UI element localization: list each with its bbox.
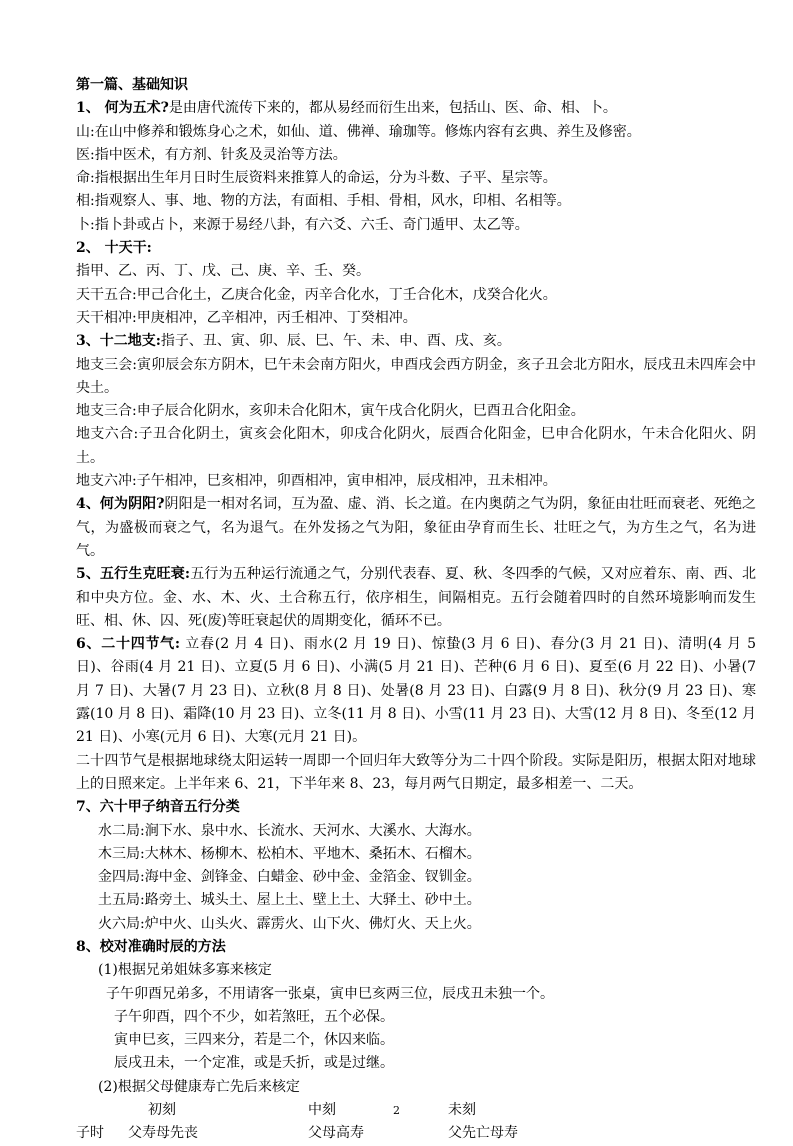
section-7-item: 水二局:涧下水、泉中水、长流水、天河水、大溪水、大海水。 [98,822,481,839]
section-1 [76,97,756,120]
section-6 [76,633,756,749]
column-header: 中刻 [308,1102,336,1119]
section-7-item: 木三局:大林木、杨柳木、松柏木、平地木、桑拓木、石榴木。 [98,845,481,862]
section-5-text: 五行为五种运行流通之气，分别代表春、夏、秋、冬四季的气候，又对应着东、南、西、北和中央方位。金、水、木、火、土合称五行，依序相生，间隔相克。五行会随着四时的自然环境影响而发生旺、相、休、囚、死(废)等旺衰起伏的周期变化，循环不已。 [76,566,756,629]
section-5 [76,563,756,633]
section-1-heading: 1、 何为五术? [76,100,169,117]
row-label: 子时 [76,1125,104,1142]
section-2-item: 天干相冲:甲庚相冲，乙辛相冲，丙壬相冲、丁癸相冲。 [76,309,417,326]
section-7-item: 土五局:路旁土、城头土、屋上土、壁上土、大驿土、砂中土。 [98,892,481,909]
section-6-heading: 6、二十四节气: [76,636,181,653]
table-cell: 父母高寿 [308,1125,364,1142]
section-3-item: 地支三会:寅卯辰会东方阴木，巳午未会南方阳火，申酉戌会西方阴金，亥子丑会北方阳水，辰戌丑未四库会中央土。 [76,356,756,396]
section-4-heading: 4、何为阴阳? [76,496,165,513]
document-page [76,74,756,1146]
verse-line: 辰戌丑未，一个定准，或是夭折，或是过继。 [114,1055,394,1072]
section-3 [76,330,756,353]
column-header: 未刻 [448,1102,476,1119]
section-1-item: 山:在山中修养和锻炼身心之术，如仙、道、佛禅、瑜珈等。修炼内容有玄典、养生及修密。 [76,123,641,140]
section-2-heading: 2、 十天干: [76,240,152,257]
verse-line: 子午卯酉，四个不少，如若煞旺，五个必保。 [114,1008,394,1025]
section-1-item: 命:指根据出生年月日时生辰资料来推算人的命运，分为斗数、子平、星宗等。 [76,170,557,187]
section-5-heading: 5、五行生克旺衰: [76,566,191,583]
section-3-item: 地支六冲:子午相冲，巳亥相冲，卯酉相冲，寅申相冲，辰戌相冲，丑未相冲。 [76,473,557,490]
section-7-heading: 7、六十甲子纳音五行分类 [76,799,240,816]
page-number: 2 [393,1104,400,1117]
section-4 [76,493,756,563]
section-8-subheading: (2)根据父母健康寿亡先后来核定 [98,1078,300,1095]
section-3-item: 地支三合:申子辰合化阴水，亥卯未合化阳木，寅午戌合化阴火，巳酉丑合化阳金。 [76,403,585,420]
section-1-item: 医:指中医术，有方剂、针炙及灵治等方法。 [76,146,347,163]
section-1-text: 是由唐代流传下来的，都从易经而衍生出来，包括山、医、命、相、卜。 [168,100,617,117]
page-title: 第一篇、基础知识 [76,77,188,93]
section-6-text: 立春(2 月 4 日)、雨水(2 月 19 日)、惊蛰(3 月 6 日)、春分(3 月 21 日)、清明(4 月 5 日)、谷雨(4 月 21 日)、立夏(5 月 6 日)、小满(5 月 21 日)、芒种(6 月 6 日)、夏至(6 月 22 日)、小暑(7 月 7 日)、大暑(7 月 23 日)、立秋(8 月 8 日)、处暑(8 月 23 日)、白露(9 月 8 日)、秋分(9 月 23 日)、寒露(10 月 8 日)、霜降(10 月 23 日)、立冬(11 月 8 日)、小雪(11 月 23 日)、大雪(12 月 8 日)、冬至(12 月 21 日)、小寒(元月 6 日)、大寒(元月 21 日)。 [76,636,756,746]
table-row [76,1122,756,1145]
section-3-text: 指子、丑、寅、卯、辰、巳、午、未、申、酉、戌、亥。 [160,333,511,350]
verse-line: 子午卯酉兄弟多，不用请客一张桌，寅申巳亥两三位，辰戌丑未独一个。 [106,985,554,1002]
section-3-heading: 3、十二地支: [76,333,161,350]
table-cell: 父先亡母寿 [448,1125,518,1142]
section-3-item: 地支六合:子丑合化阴土，寅亥会化阳木，卯戌合化阴火，辰酉合化阳金，巳申合化阴水，午未合化阳火、阴土。 [76,426,756,466]
section-6-note: 二十四节气是根据地球绕太阳运转一周即一个回归年大致等分为二十四个阶段。实际是阳历，根据太阳对地球上的日照来定。上半年来 6、21，下半年来 8、23，每月两气日期定，最多相差一、二天。 [76,752,756,792]
section-8-subheading: (1)根据兄弟姐妹多寡来核定 [98,962,272,979]
section-2-item: 指甲、乙、丙、丁、戊、己、庚、辛、壬、癸。 [76,263,370,280]
table-cell: 父寿母先丧 [128,1125,198,1142]
section-1-item: 卜:指卜卦或占卜，来源于易经八卦，有六爻、六壬、奇门遁甲、太乙等。 [76,216,529,233]
section-2-item: 天干五合:甲己合化土，乙庚合化金，丙辛合化水，丁壬合化木，戊癸合化火。 [76,286,557,303]
section-8-heading: 8、校对准确时辰的方法 [76,938,226,955]
section-4-text: 阴阳是一相对名词，互为盈、虚、消、长之道。在内奥荫之气为阴，象征由壮旺而衰老、死绝之气，为盛极而衰之气，名为退气。在外发扬之气为阳，象征由孕育而生长、壮旺之气，为方生之气，名为进气。 [76,496,756,559]
verse-line: 寅申巳亥，三四来分，若是二个，休囚来临。 [114,1032,394,1049]
section-1-item: 相:指观察人、事、地、物的方法，有面相、手相、骨相，风水，印相、名相等。 [76,193,571,210]
section-7-item: 火六局:炉中火、山头火、霹雳火、山下火、佛灯火、天上火。 [98,915,481,932]
section-7-item: 金四局:海中金、剑锋金、白蜡金、砂中金、金箔金、钗钏金。 [98,869,481,886]
column-header: 初刻 [148,1102,176,1119]
